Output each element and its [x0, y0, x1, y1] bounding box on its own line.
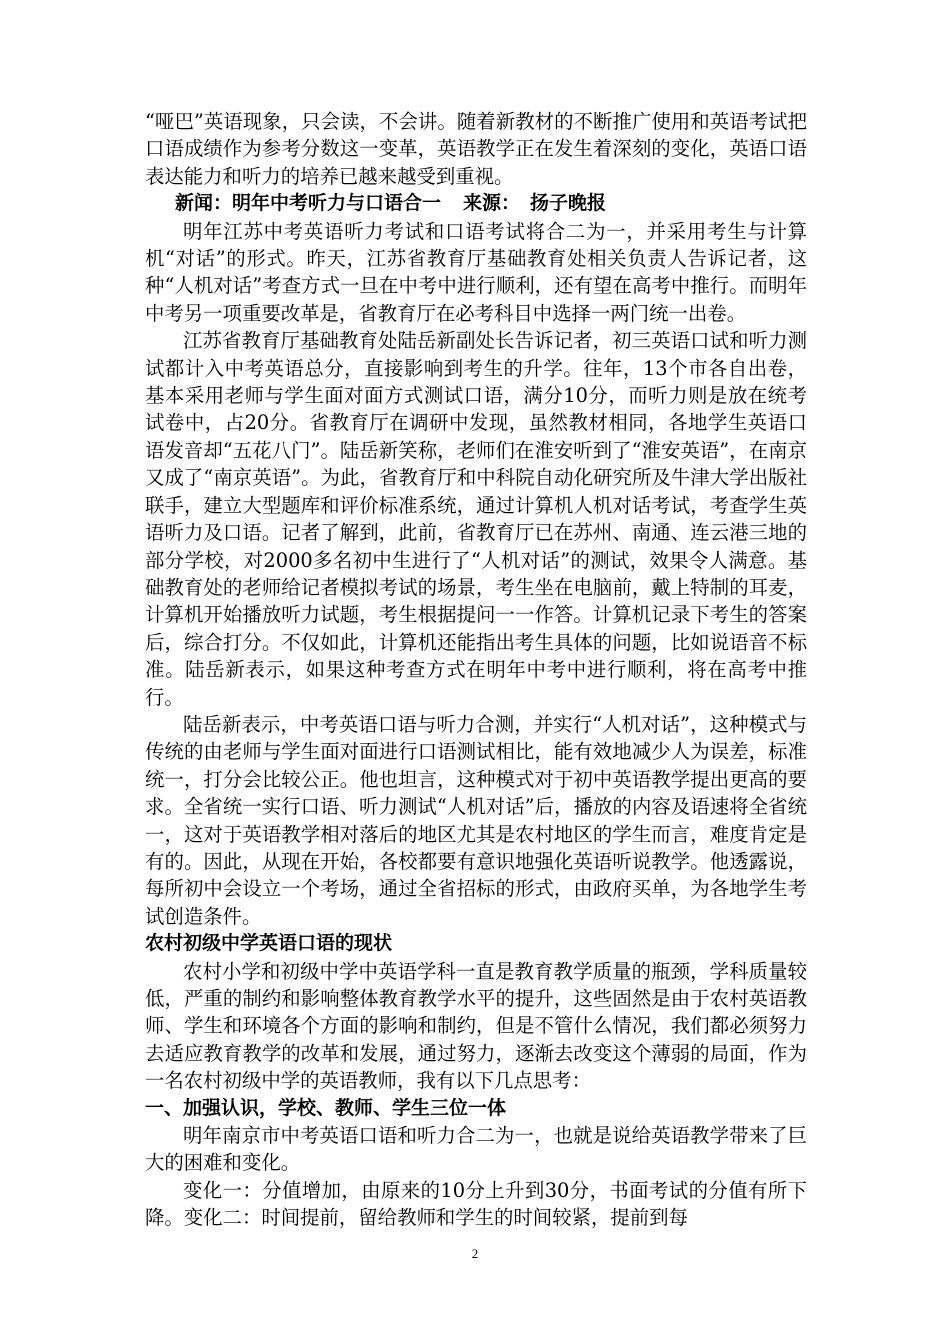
section-heading-one: 一、加强认识，学校、教师、学生三位一体 — [145, 1096, 507, 1119]
section-one-paragraph-1: 明年南京市中考英语口语和听力合二为一，也就是说给英语教学带来了巨大的困难和变化。 — [145, 1124, 807, 1175]
news-paragraph-1: 明年江苏中考英语听力考试和口语考试将合二为一，并采用考生与计算机“对话”的形式。昨天，江苏省教育厅基础教育处相关负责人告诉记者，这种“人机对话”考查方式一旦在中考中进行顺利，还有望在高考中推行。而明年中考另一项重要改革是，省教育厅在必考科目中选择一两门统一出卷。 — [145, 219, 807, 325]
intro-paragraph: “哑巴”英语现象，只会读，不会讲。随着新教材的不断推广使用和英语考试把口语成绩作为参考分数这一变革，英语教学正在发生着深刻的变化，英语口语表达能力和听力的培养已越来越受到重视。 — [145, 110, 807, 188]
news-source: 扬子晚报 — [530, 192, 607, 215]
section-heading-status: 农村初级中学英语口语的现状 — [145, 932, 393, 955]
news-title: 新闻：明年中考听力与口语合一 — [175, 192, 442, 215]
news-paragraph-2: 江苏省教育厅基础教育处陆岳新副处长告诉记者，初三英语口试和听力测试都计入中考英语总分，直接影响到考生的升学。往年，13个市各自出卷，基本采用老师与学生面对面方式测试口语，满分10分，而听力则是放在统考试卷中，占20分。省教育厅在调研中发现，虽然教材相同，各地学生英语口语发音却“五花八门”。陆岳新笑称，老师们在淮安听到了“淮安英语”，在南京又成了“南京英语”。为此，省教育厅和中科院自动化研究所及牛津大学出版社联手，建立大型题库和评价标准系统，通过计算机人机对话考试，考查学生英语听力及口语。记者了解到，此前，省教育厅已在苏州、南通、连云港三地的部分学校，对2000多名初中生进行了“人机对话”的测试，效果令人满意。基础教育处的老师给记者模拟考试的场景，考生坐在电脑前，戴上特制的耳麦，计算机开始播放听力试题，考生根据提问一一作答。计算机记录下考生的答案后，综合打分。不仅如此，计算机还能指出考生具体的问题，比如说语音不标准。陆岳新表示，如果这种考查方式在明年中考中进行顺利，将在高考中推行。 — [145, 329, 807, 709]
news-paragraph-3: 陆岳新表示，中考英语口语与听力合测，并实行“人机对话”，这种模式与传统的由老师与学生面对面进行口语测试相比，能有效地减少人为误差，标准统一，打分会比较公正。他也坦言，这种模式对于初中英语教学提出更高的要求。全省统一实行口语、听力测试“人机对话”后，播放的内容及语速将全省统一，这对于英语教学相对落后的地区尤其是农村地区的学生而言，难度肯定是有的。因此，从现在开始，各校都要有意识地强化英语听说教学。他透露说，每所初中会设立一个考场，通过全省招标的形式，由政府买单，为各地学生考试创造条件。 — [145, 712, 807, 928]
status-paragraph: 农村小学和初级中学中英语学科一直是教育教学质量的瓶颈，学科质量较低，严重的制约和影响整体教育教学水平的提升，这些固然是由于农村英语教师、学生和环境各个方面的影响和制约，但是不管什么情况，我们都必须努力去适应教育教学的改革和发展，通过努力，逐渐去改变这个薄弱的局面，作为一名农村初级中学的英语教师，我有以下几点思考： — [145, 959, 807, 1093]
page-number: 2 — [471, 1246, 479, 1261]
news-headline — [145, 190, 807, 217]
section-one-paragraph-2: 变化一：分值增加，由原来的10分上升到30分，书面考试的分值有所下降。变化二：时间提前，留给教师和学生的时间较紧，提前到每 — [145, 1178, 807, 1230]
document-body — [145, 108, 807, 1232]
news-source-label: 来源： — [463, 192, 521, 215]
